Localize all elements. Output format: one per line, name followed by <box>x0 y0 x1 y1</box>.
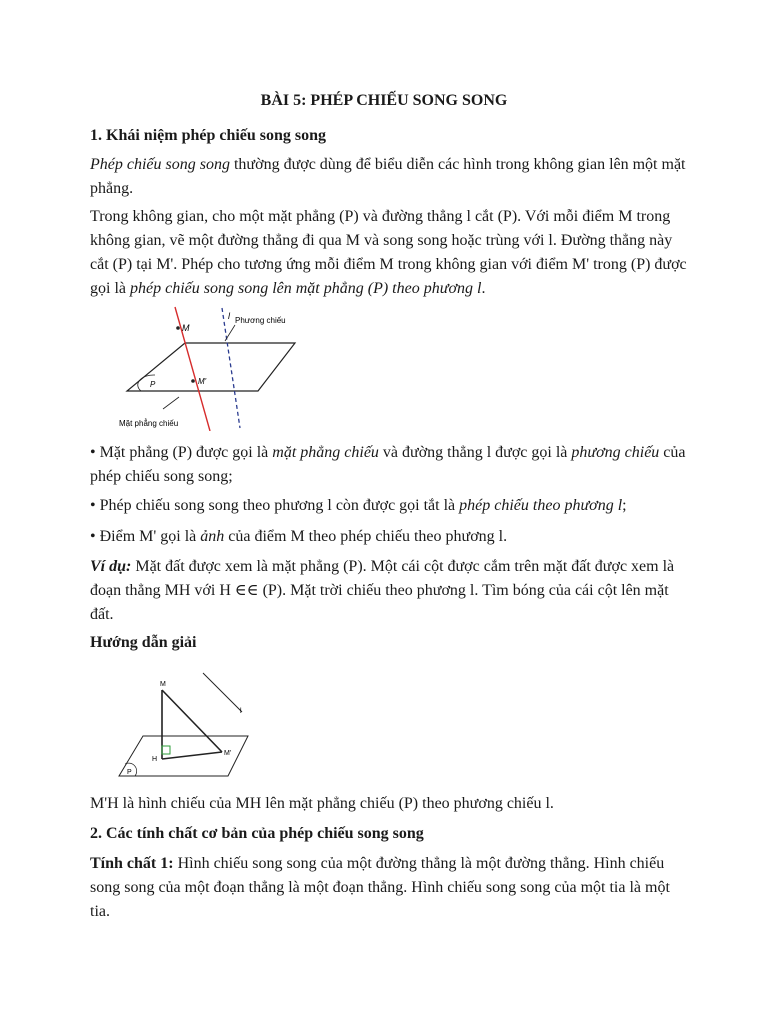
projection-ray <box>162 690 222 752</box>
definition-term: phép chiếu song song lên mặt phẳng (P) theo phương l <box>130 280 482 297</box>
projection-diagram <box>115 303 305 431</box>
bullet3-end: của điểm M theo phép chiếu theo phương l. <box>224 528 508 545</box>
paragraph-intro <box>90 153 690 201</box>
point-mprime <box>191 379 195 383</box>
example-label: Ví dụ: <box>90 558 132 575</box>
example-paragraph <box>90 555 690 627</box>
property-text: Hình chiếu song song của một đường thẳng là một đường thẳng. Hình chiếu song song của một đoạn thẳng là một đoạn thẳng. Hình chiếu song song của một tia là một tia. <box>90 855 670 920</box>
bullet1-end: của phép chiếu song song; <box>90 444 686 485</box>
section1-heading: 1. Khái niệm phép chiếu song song <box>90 127 327 144</box>
right-angle-mark <box>162 746 170 754</box>
label-p: P <box>150 380 156 389</box>
bullet2-end: ; <box>622 497 627 514</box>
term-parallel-projection: Phép chiếu song song <box>90 156 230 173</box>
direction-line-l <box>222 308 240 428</box>
label-direction: Phương chiếu <box>235 316 286 325</box>
intro-text: thường được dùng để biểu diễn các hình trong không gian lên một mặt phẳng. <box>90 156 686 197</box>
term-projection-direction: phương chiếu <box>571 444 660 461</box>
label-p: P <box>127 769 132 776</box>
bullet3-text: • Điểm M' gọi là <box>90 528 201 545</box>
label-mprime: M' <box>224 750 232 757</box>
bullet-image-point <box>90 525 690 549</box>
direction-pointer <box>225 325 235 341</box>
term-image: ảnh <box>200 528 225 545</box>
example-text: Mặt đất được xem là mặt phẳng (P). Một cái cột được cắm trên mặt đất được xem là đoạn thẳng MH với H ∈∈ (P). Mặt trời chiếu theo phương l. Tìm bóng của cái cột lên mặt đất. <box>90 558 675 623</box>
point-m <box>176 326 180 330</box>
term-projection-along-l: phép chiếu theo phương l <box>459 497 623 514</box>
label-plane: Mặt phẳng chiếu <box>119 419 179 428</box>
paragraph-definition <box>90 205 690 301</box>
plane-pointer <box>163 397 179 409</box>
label-l: l <box>228 311 230 321</box>
bullet-plane-and-direction <box>90 441 690 489</box>
bullet1-text: • Mặt phẳng (P) được gọi là <box>90 444 273 461</box>
solution-heading: Hướng dẫn giải <box>90 634 197 651</box>
bullet2-text: • Phép chiếu song song theo phương l còn được gọi tắt là <box>90 497 460 514</box>
term-projection-plane: mặt phẳng chiếu <box>272 444 379 461</box>
label-h: H <box>152 756 158 763</box>
bullet1-mid: và đường thẳng l được gọi là <box>378 444 572 461</box>
shadow-segment <box>162 752 222 759</box>
bullet-short-name <box>90 494 690 518</box>
definition-text: Trong không gian, cho một mặt phẳng (P) và đường thẳng l cắt (P). Với mỗi điểm M trong không gian, vẽ một đường thẳng đi qua M và song song hoặc trùng với l. Đường thẳng này cắt (P) tại M'. Phép cho tương ứng mỗi điểm M trong không gian với điểm M' trong (P) được gọi là <box>90 208 687 297</box>
label-m: M <box>160 681 166 688</box>
shadow-diagram <box>115 668 255 782</box>
section2-heading: 2. Các tính chất cơ bản của phép chiếu song song <box>90 825 424 842</box>
line-through-m <box>175 307 210 431</box>
property-label: Tính chất 1: <box>90 855 174 872</box>
label-mprime: M' <box>198 377 207 386</box>
label-m: M <box>182 323 190 333</box>
solution-text: M'H là hình chiếu của MH lên mặt phẳng chiếu (P) theo phương chiếu l. <box>90 795 554 812</box>
page-title: BÀI 5: PHÉP CHIẾU SONG SONG <box>260 92 508 109</box>
property-1 <box>90 852 690 924</box>
label-l: l <box>240 708 242 715</box>
direction-l <box>203 673 242 712</box>
definition-end: . <box>481 280 486 297</box>
